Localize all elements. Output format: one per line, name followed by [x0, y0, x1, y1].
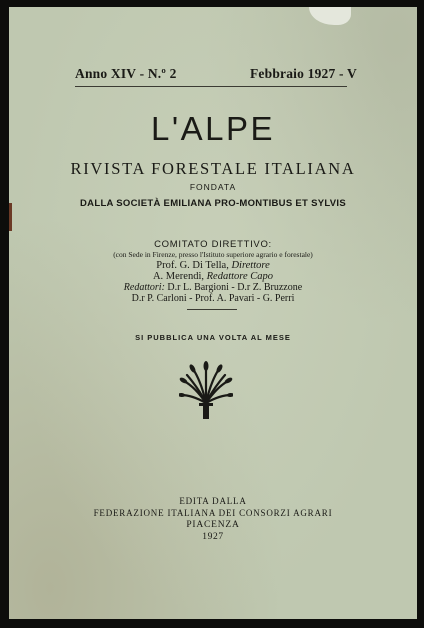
publisher-label: EDITA DALLA [179, 496, 247, 506]
founded-label: FONDATA [189, 182, 237, 192]
editors-line-2: D.r P. Carloni - Prof. A. Pavari - G. Perri [131, 293, 295, 304]
journal-title: L'ALPE [150, 110, 276, 147]
director-line: Prof. G. Di Tella, Direttore [156, 260, 270, 271]
committee-heading: COMITATO DIRETTIVO: [154, 239, 272, 250]
issue-number: Anno XIV - N.º 2 [75, 66, 177, 81]
torn-corner [309, 7, 351, 25]
frequency-note: SI PUBBLICA UNA VOLTA AL MESE [135, 333, 291, 342]
founding-society: DALLA SOCIETÀ EMILIANA PRO-MONTIBUS ET SYLVIS [80, 198, 346, 209]
issue-date: Febbraio 1927 - V [249, 66, 357, 81]
publisher-city: PIACENZA [186, 520, 240, 530]
publisher-name: FEDERAZIONE ITALIANA DEI CONSORZI AGRARI [93, 508, 333, 518]
editors-line: Redattori: D.r L. Bargioni - D.r Z. Bruzzone [123, 282, 303, 293]
wheat-sheaf-icon [179, 359, 233, 419]
publication-year: 1927 [202, 532, 224, 542]
journal-cover [9, 7, 417, 619]
section-divider [187, 309, 237, 310]
header-divider [75, 86, 347, 87]
journal-subtitle: RIVISTA FORESTALE ITALIANA [70, 159, 356, 178]
chief-editor-line: A. Merendi, Redattore Capo [152, 271, 274, 282]
committee-seat: (con Sede in Firenze, presso l'Istituto superiore agrario e forestale) [113, 250, 313, 259]
